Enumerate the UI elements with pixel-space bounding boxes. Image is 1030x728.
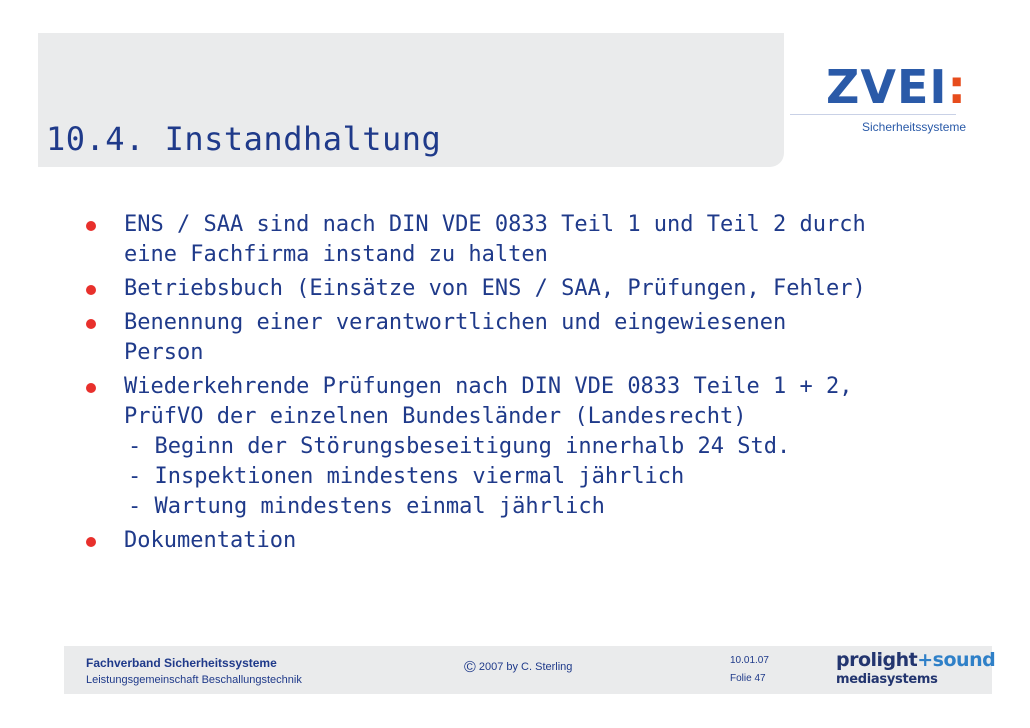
bullet-item	[82, 210, 882, 270]
mediasystems-logo-text: mediasystems	[836, 672, 938, 687]
bullet-item	[82, 308, 882, 368]
bullet-dot-icon	[86, 383, 96, 393]
zvei-logo-text: ZVEI	[826, 60, 948, 114]
bullet-text: Benennung einer verantwortlichen und eingewiesenen	[124, 310, 787, 335]
footer-sub-organization: Leistungsgemeinschaft Beschallungstechnik	[86, 674, 302, 686]
prolight-logo-text: prolight	[836, 649, 918, 671]
bullet-item	[82, 274, 882, 304]
bullet-item	[82, 526, 882, 556]
copyright-icon: ©	[464, 659, 476, 676]
bullet-text: Wiederkehrende Prüfungen nach DIN VDE 0833 Teile 1 + 2,	[124, 374, 853, 399]
bullet-subline: - Inspektionen mindestens viermal jährlich	[128, 464, 685, 489]
bullet-list	[82, 210, 882, 560]
zvei-logo-subtitle: Sicherheitssysteme	[862, 120, 967, 134]
sound-logo-text: +sound	[917, 649, 996, 671]
logo-divider	[790, 114, 956, 115]
footer-organization: Fachverband Sicherheitssysteme	[86, 656, 277, 670]
bullet-subline: - Beginn der Störungsbeseitigung innerhalb 24 Std.	[128, 434, 791, 459]
footer-date: 10.01.07	[730, 655, 769, 666]
bullet-dot-icon	[86, 537, 96, 547]
footer-slide-number: Folie 47	[730, 673, 766, 684]
bullet-item	[82, 372, 882, 522]
bullet-text: Person	[124, 340, 204, 365]
bullet-text: Betriebsbuch (Einsätze von ENS / SAA, Prüfungen, Fehler)	[124, 276, 866, 301]
bullet-dot-icon	[86, 319, 96, 329]
bullet-dot-icon	[86, 285, 96, 295]
footer-copyright	[464, 659, 572, 677]
bullet-text: Dokumentation	[124, 528, 297, 553]
slide-title: 10.4. Instandhaltung	[46, 120, 442, 158]
slide-footer	[64, 646, 996, 694]
bullet-dot-icon	[86, 221, 96, 231]
bullet-text: ENS / SAA sind nach DIN VDE 0833 Teil 1 und Teil 2 durch	[124, 212, 866, 237]
bullet-text: PrüfVO der einzelnen Bundesländer (Landesrecht)	[124, 404, 747, 429]
zvei-logo-colon: :	[947, 60, 967, 114]
bullet-subline: - Wartung mindestens einmal jährlich	[128, 494, 605, 519]
footer-copyright-text: 2007 by C. Sterling	[478, 661, 573, 673]
bullet-text: eine Fachfirma instand zu halten	[124, 242, 548, 267]
